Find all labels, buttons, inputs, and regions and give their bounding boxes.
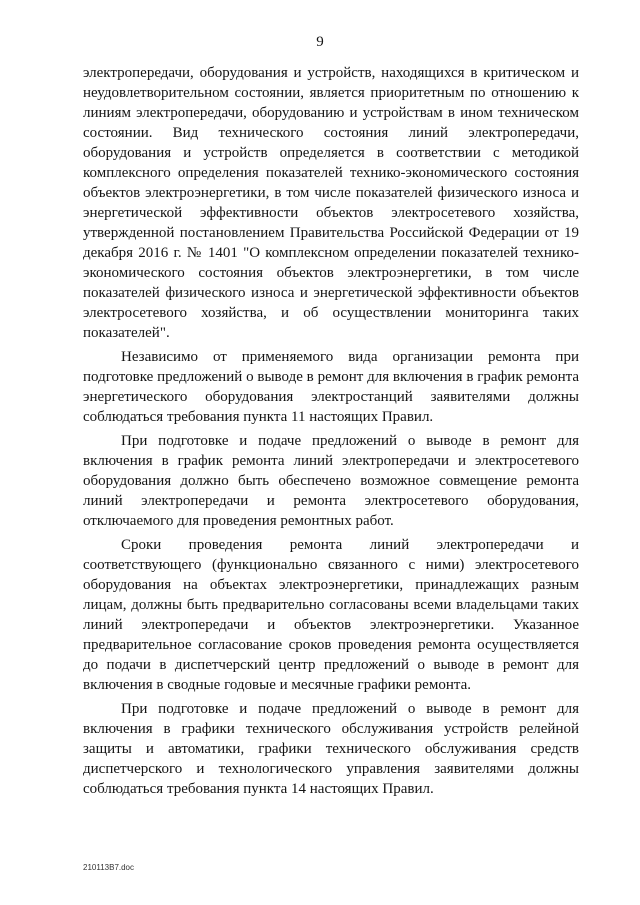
paragraph: При подготовке и подаче предложений о выводе в ремонт для включения в графики технического обслуживания устройств релейной защиты и автоматики, графики технического обслуживания средств диспетчерского и технологического управления заявителями должны соблюдаться требования пункта 14 настоящих Правил. bbox=[83, 701, 579, 797]
paragraph: Сроки проведения ремонта линий электропередачи и соответствующего (функционально связанного с ними) электросетевого оборудования на объектах электроэнергетики, принадлежащих разным лицам, должны быть предварительно согласованы всеми владельцами таких линий электропередачи и объектов электроэнергетики. Указанное предварительное согласование сроков проведения ремонта осуществляется до подачи в диспетчерский центр предложений о выводе в ремонт для включения в сводные годовые и месячные графики ремонта. bbox=[83, 537, 579, 693]
paragraph: электропередачи, оборудования и устройств, находящихся в критическом и неудовлетворительном состоянии, является приоритетным по отношению к линиям электропередачи, оборудованию и устройствам в ином техническом состоянии. Вид технического состояния линий электропередачи, оборудования и устройств определяется в соответствии с методикой комплексного определения показателей технико-экономического состояния объектов электроэнергетики, в том числе показателей физического износа и энергетической эффективности объектов электросетевого хозяйства, утвержденной постановлением Правительства Российской Федерации от 19 декабря 2016 г. № 1401 "О комплексном определении показателей технико-экономического состояния объектов электроэнергетики, в том числе показателей физического износа и энергетической эффективности объектов электросетевого хозяйства, и об осуществлении мониторинга таких показателей". bbox=[83, 65, 579, 341]
paragraph: При подготовке и подаче предложений о выводе в ремонт для включения в график ремонта линий электропередачи и электросетевого оборудования должно быть обеспечено возможное совмещение ремонта линий электропередачи и ремонта электросетевого оборудования, отключаемого для проведения ремонтных работ. bbox=[83, 433, 579, 529]
page-number: 9 bbox=[316, 34, 324, 50]
body-text bbox=[83, 63, 579, 803]
paragraph: Независимо от применяемого вида организации ремонта при подготовке предложений о выводе в ремонт для включения в график ремонта энергетического оборудования электростанций заявителями должны соблюдаться требования пункта 11 настоящих Правил. bbox=[83, 349, 579, 425]
file-name-footer: 210113B7.doc bbox=[83, 863, 135, 872]
